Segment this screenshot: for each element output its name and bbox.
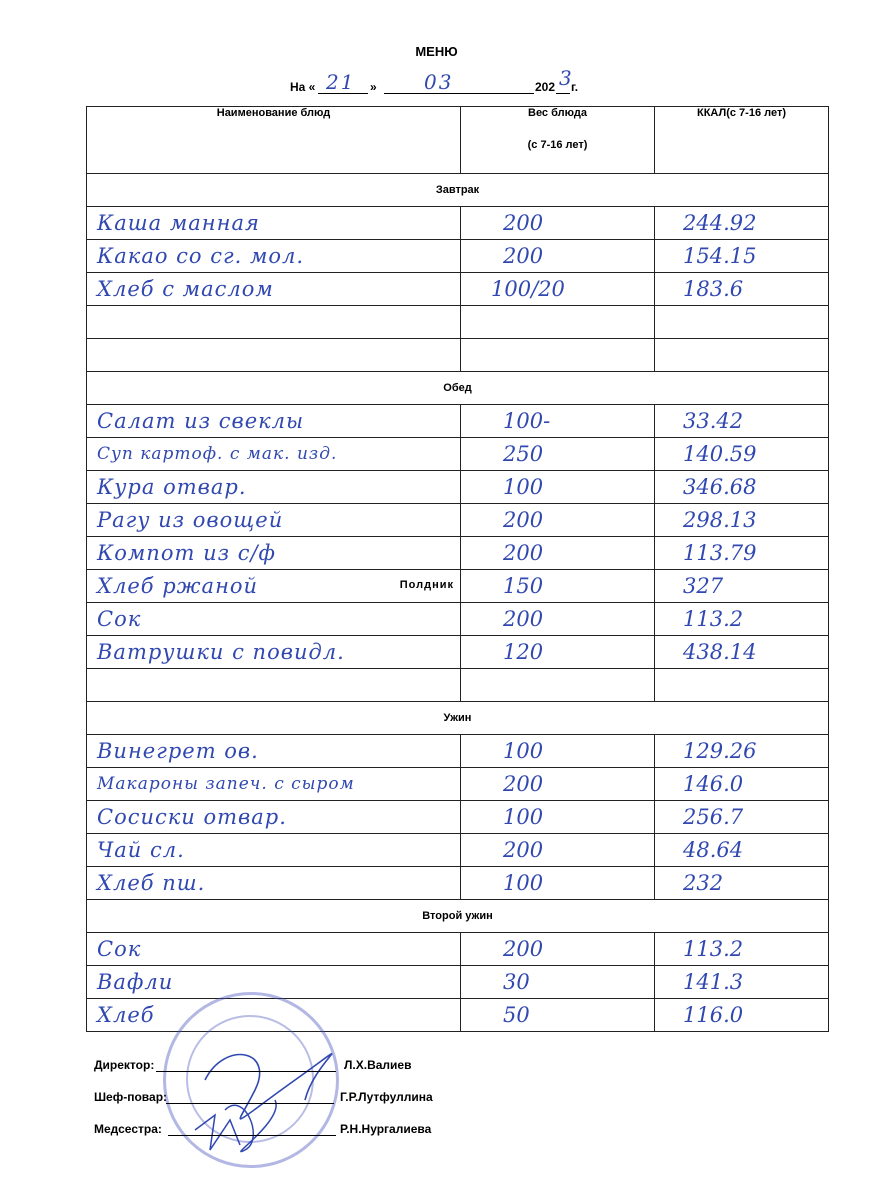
dish-kcal: 113.2 (655, 603, 829, 636)
dish-weight: 200 (461, 603, 655, 636)
dish-kcal (655, 669, 829, 702)
dish-kcal: 298.13 (655, 504, 829, 537)
dish-weight: 200 (461, 537, 655, 570)
table-row (87, 768, 829, 801)
dish-weight: 200 (461, 504, 655, 537)
col-header-name: Наименование блюд (87, 107, 461, 174)
signature-row (94, 1058, 494, 1090)
dish-weight: 100- (461, 405, 655, 438)
table-row (87, 537, 829, 570)
date-suffix: г. (571, 80, 579, 94)
dish-kcal: 183.6 (655, 273, 829, 306)
table-row (87, 834, 829, 867)
signature-name: Р.Н.Нургалиева (340, 1122, 432, 1136)
dish-weight: 200 (461, 207, 655, 240)
table-row (87, 438, 829, 471)
dish-kcal: 116.0 (655, 999, 829, 1032)
signature-line (156, 1071, 336, 1072)
dish-weight: 150 (461, 570, 655, 603)
section-title: Второй ужин (87, 900, 829, 933)
dish-kcal (655, 339, 829, 372)
table-row (87, 801, 829, 834)
dish-weight: 200 (461, 768, 655, 801)
date-year-print: 202 (535, 80, 556, 94)
dish-weight: 200 (461, 933, 655, 966)
dish-name: Винегрет ов. (87, 735, 461, 768)
signature-role: Медсестра: (94, 1122, 162, 1136)
signature-role: Шеф-повар: (94, 1090, 168, 1104)
date-line (0, 66, 873, 96)
dish-name: Сок (87, 933, 461, 966)
dish-weight: 200 (461, 834, 655, 867)
dish-name: Какао со сг. мол. (87, 240, 461, 273)
dish-weight (461, 339, 655, 372)
section-title: Обед (87, 372, 829, 405)
dish-name: Хлеб пш. (87, 867, 461, 900)
page-title: МЕНЮ (415, 44, 458, 59)
dish-name (87, 669, 461, 702)
section-title: Ужин (87, 702, 829, 735)
table-row (87, 867, 829, 900)
table-row (87, 933, 829, 966)
dish-kcal: 154.15 (655, 240, 829, 273)
dish-name: Суп картоф. с мак. изд. (87, 438, 461, 471)
table-row (87, 603, 829, 636)
dish-name: Хлеб с маслом (87, 273, 461, 306)
dish-weight: 50 (461, 999, 655, 1032)
dish-name: Ватрушки с повидл. (87, 636, 461, 669)
dish-kcal: 140.59 (655, 438, 829, 471)
dish-name: Компот из с/ф (87, 537, 461, 570)
table-row (87, 735, 829, 768)
table-row (87, 306, 829, 339)
dish-name: Хлеб (87, 999, 461, 1032)
dish-kcal: 129.26 (655, 735, 829, 768)
table-row (87, 405, 829, 438)
table-row (87, 471, 829, 504)
table-row (87, 636, 829, 669)
signature-row (94, 1122, 494, 1154)
dish-kcal: 48.64 (655, 834, 829, 867)
date-year-underline (556, 92, 570, 94)
dish-weight: 100 (461, 735, 655, 768)
dish-kcal: 438.14 (655, 636, 829, 669)
table-row (87, 207, 829, 240)
dish-kcal: 346.68 (655, 471, 829, 504)
dish-kcal (655, 306, 829, 339)
dish-kcal: 113.79 (655, 537, 829, 570)
signature-line (168, 1135, 336, 1136)
dish-kcal: 244.92 (655, 207, 829, 240)
signature-name: Г.Р.Лутфуллина (340, 1090, 433, 1104)
dish-weight: 200 (461, 240, 655, 273)
table-row (87, 966, 829, 999)
date-prefix: На « (290, 80, 316, 94)
dish-weight: 100 (461, 867, 655, 900)
dish-kcal: 33.42 (655, 405, 829, 438)
dish-name: Чай сл. (87, 834, 461, 867)
date-day: 21 (326, 70, 356, 94)
signature-line (166, 1103, 334, 1104)
section-title: Завтрак (87, 174, 829, 207)
dish-name (87, 339, 461, 372)
table-row (87, 504, 829, 537)
signature-row (94, 1090, 494, 1122)
date-month-underline (384, 92, 534, 94)
dish-name-cell (87, 570, 461, 603)
dish-weight: 120 (461, 636, 655, 669)
signatures-block (94, 1058, 494, 1154)
dish-weight (461, 669, 655, 702)
dish-name: Салат из свеклы (87, 405, 461, 438)
table-row (87, 339, 829, 372)
date-close-quote: » (370, 80, 377, 94)
col-header-kcal: ККАЛ(с 7-16 лет) (655, 107, 829, 174)
col-header-weight-label: Вес блюда (528, 107, 587, 119)
dish-weight: 250 (461, 438, 655, 471)
dish-kcal: 327 (655, 570, 829, 603)
dish-weight (461, 306, 655, 339)
col-header-weight-sub: (с 7-16 лет) (527, 139, 588, 151)
table-row (87, 669, 829, 702)
dish-name: Сок (87, 603, 461, 636)
dish-name: Вафли (87, 966, 461, 999)
dish-kcal: 113.2 (655, 933, 829, 966)
dish-kcal: 232 (655, 867, 829, 900)
table-row (87, 570, 829, 603)
dish-name: Макароны запеч. с сыром (87, 768, 461, 801)
col-header-weight (461, 107, 655, 174)
dish-name: Кура отвар. (87, 471, 461, 504)
date-year-hand: 3 (559, 66, 574, 90)
dish-name: Каша манная (87, 207, 461, 240)
table-row (87, 240, 829, 273)
dish-name: Сосиски отвар. (87, 801, 461, 834)
dish-weight: 100 (461, 471, 655, 504)
signature-name: Л.Х.Валиев (344, 1058, 412, 1072)
date-month: 03 (424, 70, 454, 94)
dish-name (87, 306, 461, 339)
dish-kcal: 146.0 (655, 768, 829, 801)
menu-table (86, 106, 829, 1032)
dish-weight: 30 (461, 966, 655, 999)
dish-kcal: 256.7 (655, 801, 829, 834)
signature-role: Директор: (94, 1058, 155, 1072)
dish-weight: 100 (461, 801, 655, 834)
dish-name: Хлеб ржаной (97, 574, 259, 598)
dish-kcal: 141.3 (655, 966, 829, 999)
dish-weight: 100/20 (461, 273, 655, 306)
section-title-snack: Полдник (399, 579, 454, 591)
table-row (87, 273, 829, 306)
dish-name: Рагу из овощей (87, 504, 461, 537)
